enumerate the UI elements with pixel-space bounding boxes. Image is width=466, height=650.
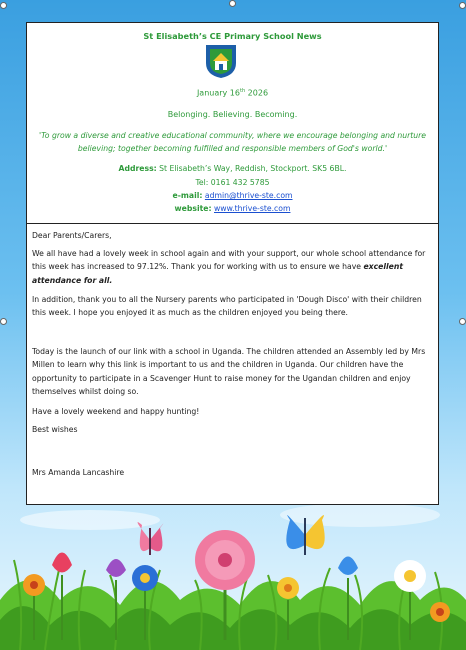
website-link[interactable]: www.thrive-ste.com bbox=[214, 204, 291, 213]
letter-paragraph-weekend: Have a lovely weekend and happy hunting! bbox=[32, 407, 200, 416]
resize-handle-top-left[interactable] bbox=[0, 2, 7, 9]
mission-statement: 'To grow a diverse and creative educational community, where we encourage belonging and nurture believing; together becoming fulfilled and responsible members of God's world.' bbox=[38, 131, 427, 153]
newsletter-document[interactable] bbox=[26, 22, 439, 505]
school-address bbox=[27, 164, 438, 173]
school-website bbox=[27, 204, 438, 213]
attendance-emphasis: excellent attendance for all. bbox=[32, 262, 404, 285]
school-telephone: Tel: 0161 432 5785 bbox=[195, 178, 270, 187]
letter-paragraph-nursery: In addition, thank you to all the Nursery parents who participated in 'Dough Disco' with their children this week. I hope you enjoyed it as much as the children enjoyed you being there. bbox=[32, 295, 422, 318]
attendance-text: We all have had a lovely week in school again and with your support, our whole school attendance for this week has increased to 97.12%. Thank you for working with us to ensure we have bbox=[32, 249, 426, 272]
newsletter-header bbox=[27, 23, 438, 223]
header-divider bbox=[27, 223, 438, 224]
school-email bbox=[27, 191, 438, 200]
pink-butterfly bbox=[138, 522, 164, 555]
website-label: website: bbox=[174, 204, 212, 213]
letter-paragraph-uganda: Today is the launch of our link with a school in Uganda. The children attended an Assembly led by Mrs Millen to learn why this link is important to us and the children in Uganda. Our children have the opportunity to participate in a Scavenger Hunt to raise money for the Ugandan children and enjoy themselves whilst doing so. bbox=[32, 347, 426, 396]
resize-handle-middle-right[interactable] bbox=[459, 318, 466, 325]
resize-handle-middle-left[interactable] bbox=[0, 318, 7, 325]
school-logo-icon bbox=[204, 43, 238, 79]
letter-signature: Mrs Amanda Lancashire bbox=[32, 468, 125, 477]
blue-butterfly bbox=[286, 515, 324, 555]
date-prefix: January 16 bbox=[196, 88, 240, 98]
orange-flower-right bbox=[430, 602, 450, 622]
email-link[interactable]: admin@thrive-ste.com bbox=[204, 191, 293, 200]
newsletter-date bbox=[27, 88, 438, 98]
address-label: Address: bbox=[118, 164, 157, 173]
resize-handle-top-right[interactable] bbox=[459, 2, 466, 9]
resize-handle-top-middle[interactable] bbox=[229, 0, 236, 7]
school-motto: Belonging. Believing. Becoming. bbox=[167, 110, 298, 119]
email-label: e-mail: bbox=[172, 191, 203, 200]
letter-greeting: Dear Parents/Carers, bbox=[32, 231, 112, 240]
address-value: St Elisabeth’s Way, Reddish, Stockport. SK5 6BL. bbox=[159, 164, 347, 173]
letter-closing: Best wishes bbox=[32, 425, 78, 434]
newsletter-title: St Elisabeth’s CE Primary School News bbox=[143, 31, 322, 41]
date-year: 2026 bbox=[245, 88, 269, 98]
date-suffix: th bbox=[240, 88, 246, 94]
letter-paragraph-attendance bbox=[32, 247, 433, 287]
